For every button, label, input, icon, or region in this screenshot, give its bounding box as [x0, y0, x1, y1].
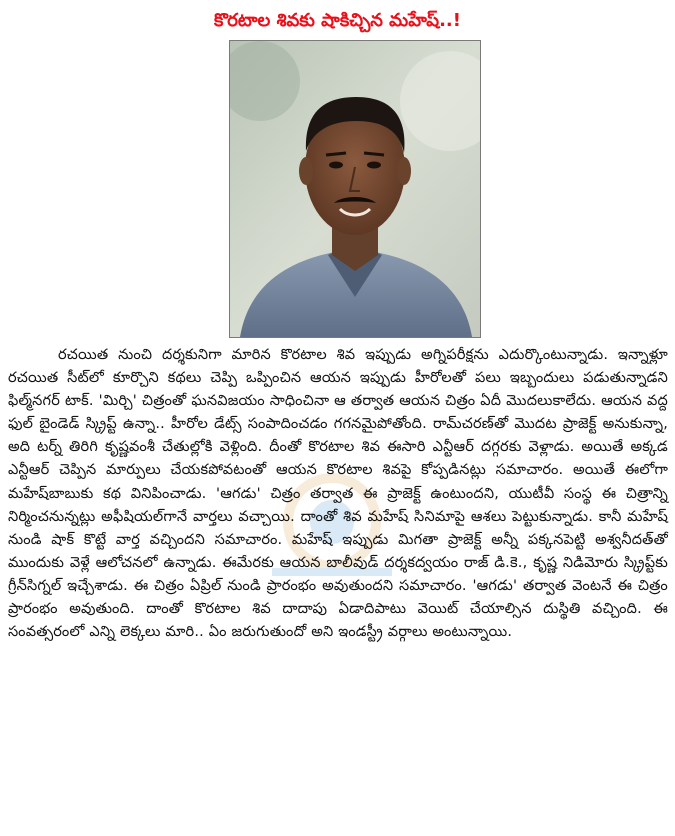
- article-headline: కొరటాల శివకు షాకిచ్చిన మహేష్..!: [214, 10, 461, 31]
- article-body: [8, 344, 668, 830]
- article-paragraph: రచయిత నుంచి దర్శకునిగా మారిన కొరటాల శివ ఇప్పుడు అగ్నిపరీక్షను ఎదుర్కొంటున్నాడు. ఇన్నాళ్లూ రచయిత సీట్‌లో కూర్చొని కథలు చెప్పి ఒప్పించిన ఆయన ఇప్పుడు హీరోలతో పలు ఇబ్బందులు పడుతున్నాడని ఫిల్మ్‌నగర్ టాక్. 'మిర్చి' చిత్రంతో ఘనవిజయం సాధించినా ఆ తర్వాత ఆయన చిత్రం ఏదీ మొదలుకాలేదు. ఆయన వద్ద ఫుల్ బైండెడ్ స్క్రిప్ట్ ఉన్నా.. హీరోల డేట్స్ సంపాదించడం గగనమైపోతోంది. రామ్‌చరణ్‌తో మొదట ప్రాజెక్ట్ అనుకున్నా, అది టర్న్ తిరిగి కృష్ణవంశీ చేతుల్లోకి వెళ్లింది. దీంతో కొరటాల శివ ఈసారి ఎన్టీఆర్ దగ్గరకు వెళ్లాడు. అయితే అక్కడ ఎన్టీఆర్ చెప్పిన మార్పులు చేయకపోవటంతో ఆయన కొరటాల శివపై కోప్పడినట్లు సమాచారం. అయితే ఈలోగా మహేష్‌బాబుకు కథ వినిపించాడు. 'ఆగడు' చిత్రం తర్వాత ఈ ప్రాజెక్ట్ ఉంటుందని, యుటీవీ సంస్థ ఈ చిత్రాన్ని నిర్మించనున్నట్లు అఫీషియల్‌గానే వార్తలు వచ్చాయి. దాంతో శివ మహేష్ సినిమాపై ఆశలు పెట్టుకున్నాడు. కానీ మహేష్ నుండి షాక్ కొట్టే వార్త వచ్చిందని సమాచారం. మహేష్ ఇప్పుడు మిగతా ప్రాజెక్ట్ అన్నీ పక్కనపెట్టి అశ్వనీదత్‌తో ముందుకు వెళ్లే ఆలోచనలో ఉన్నాడు. ఈమేరకు ఆయన బాలీవుడ్ దర్శకద్వయం రాజ్ డి.కె., కృష్ణ నిడిమోరు స్క్రిప్ట్‌కు గ్రీన్‌సిగ్నల్ ఇచ్చేశాడు. ఈ చిత్రం ఏప్రిల్ నుండి ప్రారంభం అవుతుందని సమాచారం. 'ఆగడు' తర్వాత వెంటనే ఈ చిత్రం ప్రారంభం అవుతుంది. దాంతో కొరటాల శివ దాదాపు ఏడాదిపాటు వెయిట్ చేయాల్సిన దుస్థితి వచ్చింది. ఈ సంవత్సరంలో ఎన్ని లెక్కలు మారి.. ఏం జరుగుతుందో అని ఇండస్ట్రీ వర్గాలు అంటున్నాయి.: [8, 347, 668, 641]
- person-portrait-icon: [230, 41, 480, 337]
- portrait-photo: [229, 40, 481, 338]
